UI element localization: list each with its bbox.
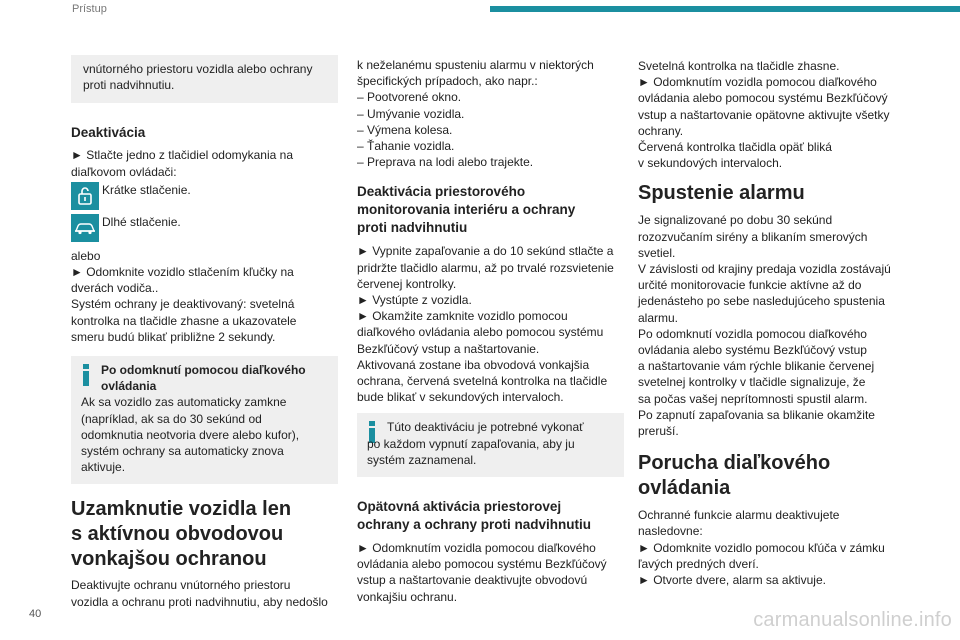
header-accent-bar — [490, 6, 960, 12]
unlock-key-icon — [71, 182, 99, 210]
info-box-unlock — [71, 356, 338, 484]
reactivation-heading: Opätovná aktivácia priestorovej ochrany a ochrany proti nadvihnutiu — [357, 499, 592, 533]
interior-deactivation-heading: Deaktivácia priestorového monitorovania interiéru a ochrany proti nadvihnutiu — [357, 184, 576, 236]
car-unlock-icon — [71, 214, 99, 242]
reactivation-continued: Svetelná kontrolka na tlačidle zhasne. ► Odomknutím vozidla pomocou diaľkového ovládania alebo pomocou systému Bezkľúčový vstup a naštartovanie opätovne aktivujte všetky ochrany. Červená kontrolka tlačidla opäť bliká v sekundových intervaloch. — [638, 59, 890, 171]
key-short-press-label: Krátke stlačenie. — [102, 182, 191, 197]
watermark-text: carmanualsonline.info — [753, 609, 952, 631]
info-box-ignition-text: Túto deaktiváciu je potrebné vykonať po každom vypnutí zapaľovania, aby ju systém zaznamenal. — [367, 420, 584, 467]
info-box-ignition — [357, 413, 624, 477]
column-middle — [357, 55, 624, 605]
lock-perimeter-heading: Uzamknutie vozidla len s aktívnou obvodovou vonkajšou ochranou — [71, 498, 292, 571]
info-box-heading: Po odomknutí pomocou diaľkového ovládania — [101, 363, 306, 394]
page-number: 40 — [29, 608, 42, 620]
deactivation-intro: ► Stlačte jedno z tlačidiel odomykania na diaľkovom ovládači: — [71, 148, 293, 179]
info-icon — [81, 364, 91, 386]
deactivation-heading: Deaktivácia — [71, 125, 146, 141]
key-long-press-label: Dlhé stlačenie. — [102, 214, 181, 229]
header-section-title: Prístup — [72, 3, 107, 15]
info-box-body: Ak sa vozidlo zas automaticky zamkne (napríklad, ak sa do 30 sekúnd od odomknutia neotvoria dvere alebo kufor), systém ochrany sa automaticky znova aktivuje. — [81, 395, 300, 475]
column-right — [638, 58, 905, 588]
column-left — [71, 55, 338, 610]
lock-perimeter-body: Deaktivujte ochranu vnútorného priestoru vozidla a ochranu proti nadvihnutiu, aby nedošlo — [71, 578, 328, 609]
continued-box-text: vnútorného priestoru vozidla alebo ochrany proti nadvihnutiu. — [83, 62, 313, 93]
alarm-trigger-body: Je signalizované po dobu 30 sekúnd rozozvučaním sirény a blikaním smerových svetiel. V závislosti od krajiny predaja vozidla zostávajú určité monitorovacie funkcie aktívne až do jedenásteho po sebe nasledujúceho spustenia alarmu. Po odomknutí vozidla pomocou diaľkového ovládania alebo systému Bezkľúčový vstup a naštartovanie vám rýchle blikanie červenej svetelnej kontrolky v tlačidle signalizuje, že sa počas vašej neprítomnosti spustil alarm. Po zapnutí zapaľovania sa blikanie okamžite preruší. — [638, 213, 891, 439]
remote-fault-body: Ochranné funkcie alarmu deaktivujete nasledovne: ► Odomknite vozidlo pomocou kľúča v zámku ľavých predných dverí. ► Otvorte dvere, alarm sa aktivuje. — [638, 508, 885, 588]
cases-list: k neželanému spusteniu alarmu v niektorých špecifických prípadoch, ako napr.: – Pootvorené okno. – Umývanie vozidla. – Výmena kolesa. – Ťahanie vozidla. – Preprava na lodi alebo trajekte. — [357, 58, 594, 170]
interior-deactivation-body: ► Vypnite zapaľovanie a do 10 sekúnd stlačte a pridržte tlačidlo alarmu, až po trvalé rozsvietenie červenej kontrolky. ► Vystúpte z vozidla. ► Okamžite zamknite vozidlo pomocou diaľkového ovládania alebo pomocou systému Bezkľúčový vstup a naštartovanie. Aktivovaná zostane iba obvodová vonkajšia ochrana, červená svetelná kontrolka na tlačidle bude blikať v sekundových intervaloch. — [357, 244, 614, 405]
key-long-press-row — [71, 214, 338, 243]
deactivation-after: alebo ► Odomknite vozidlo stlačením kľučky na dverách vodiča.. Systém ochrany je deaktivovaný: svetelná kontrolka na tlačidle zhasne a ukazovatele smeru budú blikať približne 2 sekundy. — [71, 248, 297, 344]
alarm-trigger-heading: Spustenie alarmu — [638, 182, 805, 205]
reactivation-body: ► Odomknutím vozidla pomocou diaľkového ovládania alebo pomocou systému Bezkľúčový vstup a naštartovanie deaktivujte obvodovú vonkajšiu ochranu. — [357, 541, 607, 604]
key-short-press-row — [71, 182, 338, 211]
remote-fault-heading: Porucha diaľkového ovládania — [638, 452, 831, 500]
continued-box — [71, 55, 338, 103]
